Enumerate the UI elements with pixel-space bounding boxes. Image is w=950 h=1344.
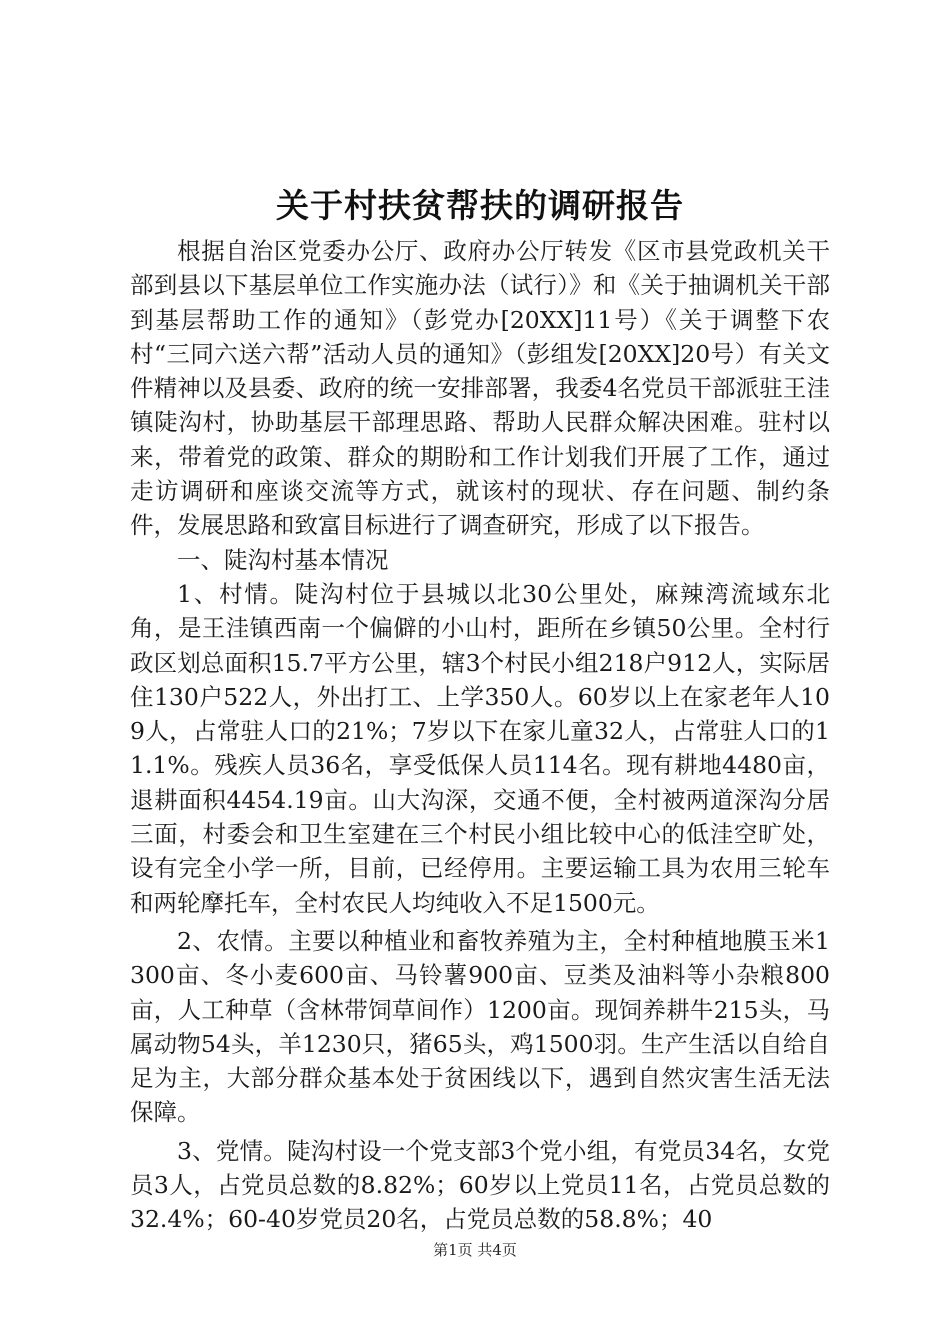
document-page [130,180,830,1237]
paragraph-agriculture-info: 2、农情。主要以种植业和畜牧养殖为主，全村种植地膜玉米1300亩、冬小麦600亩、马铃薯900亩、豆类及油料等小杂粮800亩，人工种草（含林带饲草间作）1200亩。现饲养耕牛215头，马属动物54头，羊1230只，猪65头，鸡1500羽。生产生活以自给自足为主，大部分群众基本处于贫困线以下，遇到自然灾害生活无法保障。 [130,926,830,1127]
paragraph-party-info: 3、党情。陡沟村设一个党支部3个党小组，有党员34名，女党员3人，占党员总数的8.82%；60岁以上党员11名，占党员总数的32.4%；60-40岁党员20名，占党员总数的58.8%；40 [130,1136,830,1234]
document-title: 关于村扶贫帮扶的调研报告 [276,186,684,225]
section-heading-basic-info: 一、陡沟村基本情况 [177,545,389,574]
paragraph-village-info: 1、村情。陡沟村位于县城以北30公里处，麻辣湾流域东北角，是王洼镇西南一个偏僻的小山村，距所在乡镇50公里。全村行政区划总面积15.7平方公里，辖3个村民小组218户912人，实际居住130户522人，外出打工、上学350人。60岁以上在家老年人109人，占常驻人口的21%；7岁以下在家儿童32人，占常驻人口的11.1%。残疾人员36名，享受低保人员114名。现有耕地4480亩，退耕面积4454.19亩。山大沟深，交通不便，全村被两道深沟分居三面，村委会和卫生室建在三个村民小组比较中心的低洼空旷处，设有完全小学一所，目前，已经停用。主要运输工具为农用三轮车和两轮摩托车，全村农民人均纯收入不足1500元。 [130,579,830,917]
page-footer: 第1页 共4页 [433,1241,517,1259]
intro-paragraph: 根据自治区党委办公厅、政府办公厅转发《区市县党政机关干部到县以下基层单位工作实施办法（试行）》和《关于抽调机关干部到基层帮助工作的通知》（彭党办[20XX]11号）《关于调整下农村“三同六送六帮”活动人员的通知》（彭组发[20XX]20号）有关文件精神以及县委、政府的统一安排部署，我委4名党员干部派驻王洼镇陡沟村，协助基层干部理思路、帮助人民群众解决困难。驻村以来，带着党的政策、群众的期盼和工作计划我们开展了工作，通过走访调研和座谈交流等方式，就该村的现状、存在问题、制约条件，发展思路和致富目标进行了调查研究，形成了以下报告。 [130,237,830,540]
